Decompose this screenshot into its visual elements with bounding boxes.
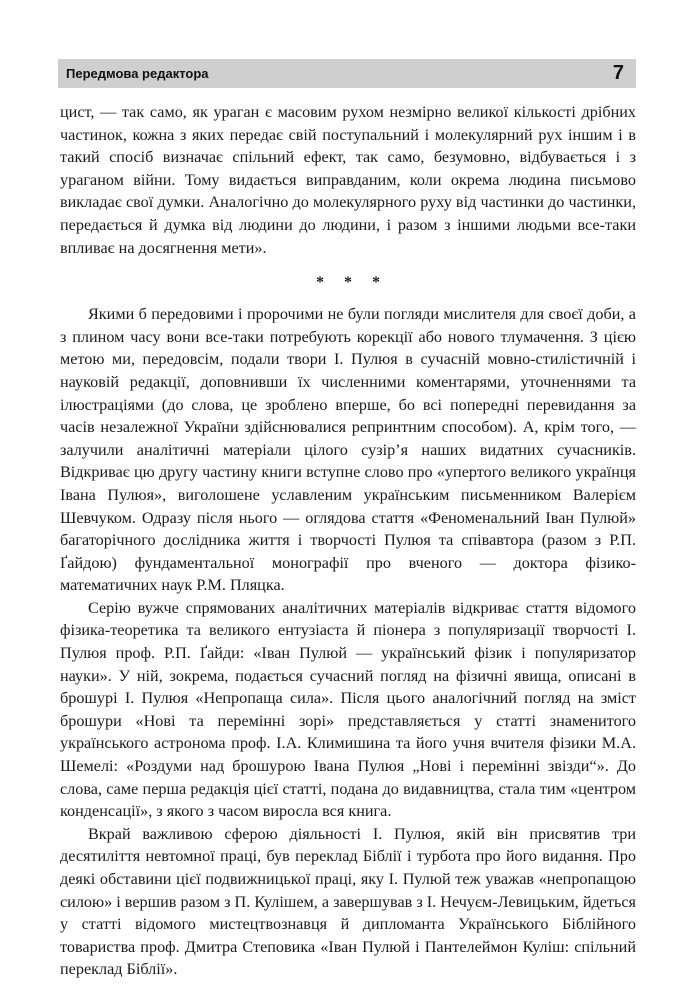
- paragraph: Вкрай важливою сферою діяльності І. Пулюя, якій він присвятив три десятиліття невтомної праці, був переклад Біблії і турбота про його видання. Про деякі обставини цієї подвижницької праці, яку І. Пулюй теж уважав «непропащою силою» і вершив разом з П. Кулішем, а завершував з І. Нечуєм-Левицьким, йдеться у статті відомого мистецтвознавця й дипломанта Українського Біблійного товариства проф. Дмитра Степовика «Іван Пулюй і Пантелеймон Куліш: спільний переклад Біблії».: [60, 824, 636, 979]
- running-header: [58, 59, 636, 88]
- paragraph-continuation: цист, — так само, як ураган є масовим рухом незмірно великої кількості дрібних частинок, кожна з яких передає свій поступальний і молекулярний рух іншим і в такий спосіб визначає спільний ефект, так само, безумовно, відбувається і з ураганом війни. Тому видається виправданим, коли окрема людина письмово викладає свої думки. Аналогічно до молекулярного руху від частинки до частинки, передається й думка від людини до людини, і разом з іншими людьми все-таки впливає на досягнення мети».: [60, 103, 636, 257]
- section-separator: * * *: [316, 274, 388, 292]
- paragraph: Серію вужче спрямованих аналітичних матеріалів відкриває стаття відомого фізика-теоретика та великого ентузіаста й піонера з популяризації творчості І. Пулюя проф. Р.П. Ґайди: «Іван Пулюй — український фізик і популяризатор науки». У ній, зокрема, подається сучасний погляд на фізичні явища, описані в брошурі І. Пулюя «Непропаща сила». Після цього аналогічний погляд на зміст брошури «Нові та перемінні зорі» представляється у статті знаменитого українського астронома проф. І.А. Климишина та його учня вчителя фізики М.А. Шемелі: «Роздуми над брошурою Івана Пулюя „Нові і перемінні звізди“». До слова, саме перша редакція цієї статті, подана до видавництва, стала тим «центром конденсації», з якого з часом виросла вся книга.: [60, 598, 636, 821]
- page-body: [60, 101, 636, 981]
- paragraph: Якими б передовими і пророчими не були погляди мислителя для своєї доби, а з плином часу вони все-таки потребують корекції або нового тлумачення. З цією метою ми, передовсім, подали твори І. Пулюя в сучасній мовно-стилістичній і науковій редакції, доповнивши їх численними коментарями, уточненнями та ілюстраціями (до слова, це зроблено вперше, бо всі попередні перевидання за часів незалежної України здійснювалися репринтним способом). А, крім того, — залучили аналітичні матеріали цілого сузір’я наших видатних сучасників. Відкриває цю другу частину книги вступне слово про «упертого великого українця Івана Пулюя», виголошене уславленим українським письменником Валерієм Шевчуком. Одразу після нього — оглядова стаття «Феноменальний Іван Пулюй» багаторічного дослідника життя і творчості Пулюя та співавтора (разом з Р.П. Ґайдою) фундаментальної монографії про вченого — доктора фізико-математичних наук Р.М. Пляцка.: [60, 305, 636, 595]
- running-header-title: Передмова редактора: [66, 66, 209, 81]
- page-number: 7: [612, 62, 624, 84]
